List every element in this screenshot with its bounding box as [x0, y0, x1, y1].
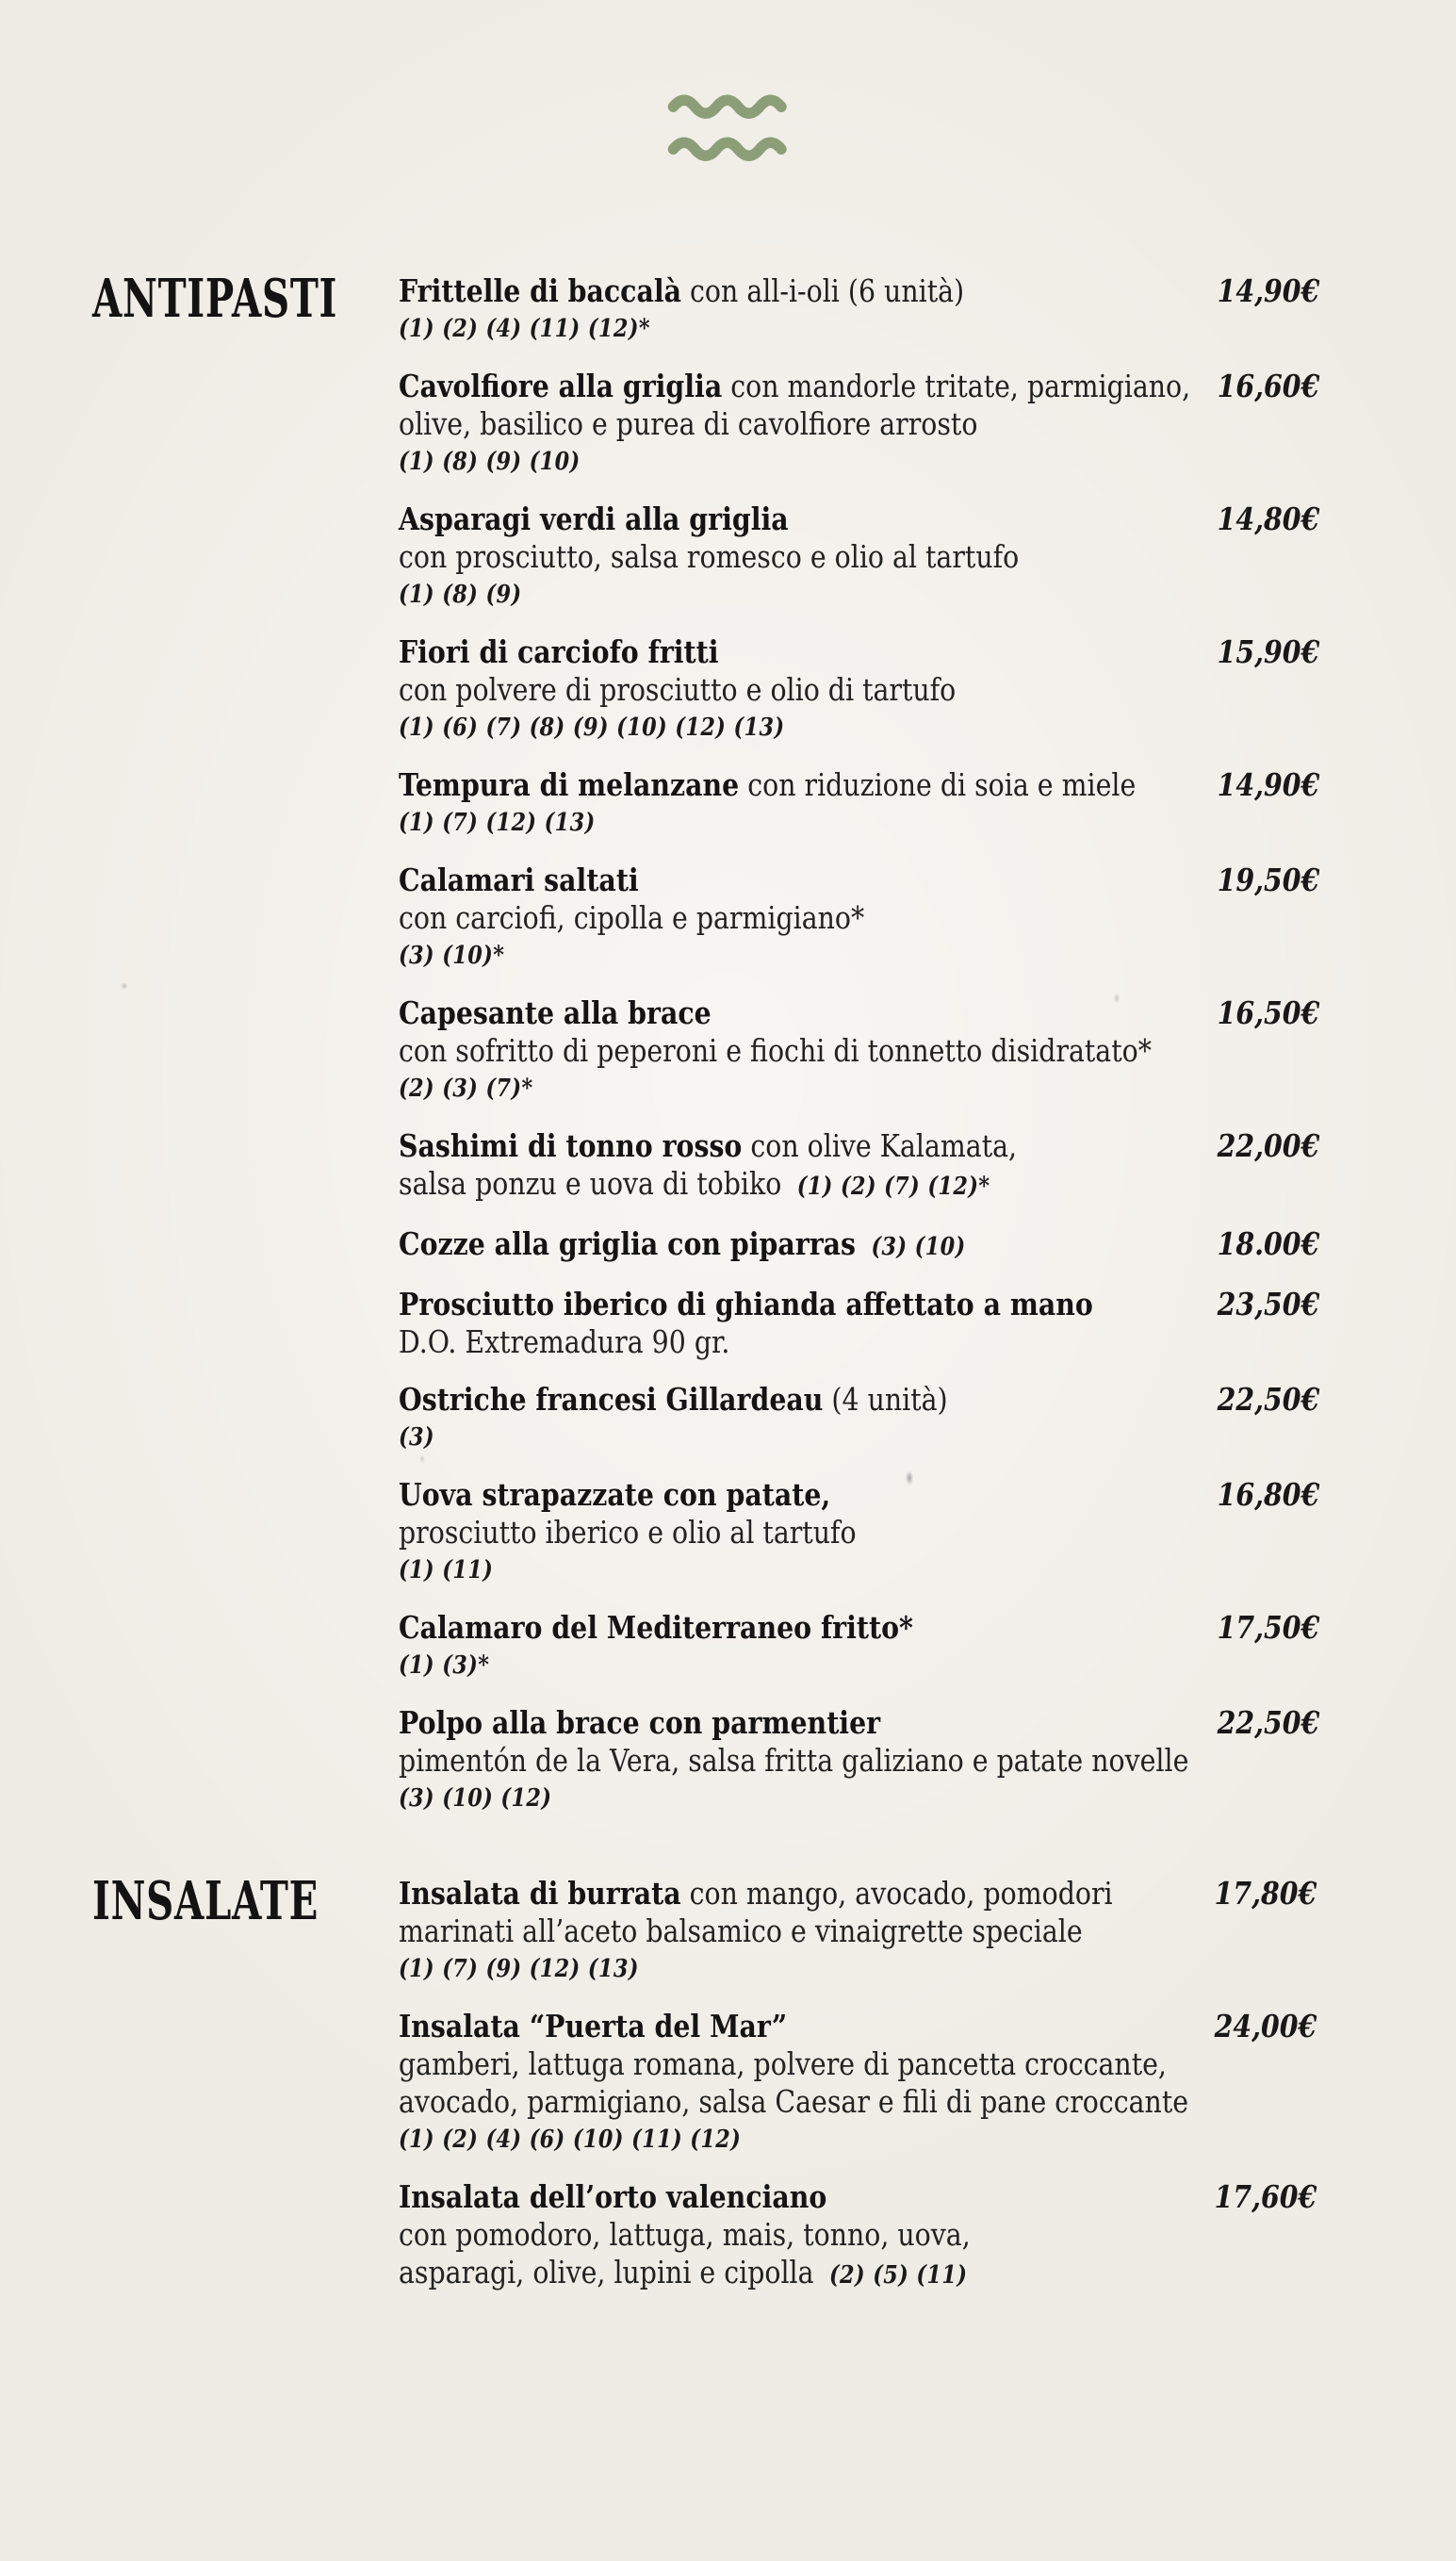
- item-allergens: (1) (8) (9) (10): [399, 448, 581, 476]
- item-price: 14,90€: [1217, 766, 1319, 803]
- item-text: [399, 2008, 1188, 2159]
- item-price: 24,00€: [1214, 2008, 1317, 2044]
- section-label: INSALATE: [92, 1870, 319, 1932]
- item-desc: [399, 1514, 1190, 1551]
- menu-item: [399, 994, 1319, 1108]
- item-title-bold: Capesante alla brace: [399, 994, 712, 1031]
- wave-icon: [655, 92, 802, 119]
- wave-icon: [655, 135, 802, 161]
- item-title-line: [399, 1127, 1190, 1165]
- item-desc: [399, 899, 1190, 937]
- item-price: 22,00€: [1217, 1127, 1319, 1164]
- item-text: [399, 501, 1190, 614]
- item-desc-line: olive, basilico e purea di cavolfiore arrosto: [399, 405, 978, 442]
- item-allergens: (1) (7) (12) (13): [399, 809, 596, 837]
- menu-item: [399, 1286, 1319, 1361]
- menu-item: [399, 272, 1319, 348]
- menu-section: [92, 1870, 1317, 2314]
- item-text: [399, 1286, 1190, 1361]
- item-title-bold: Calamari saltati: [399, 862, 639, 898]
- item-desc-allergens: (1) (2) (7) (12)*: [781, 1173, 990, 1201]
- item-title-line: [399, 2008, 1188, 2045]
- item-desc-line: pimentón de la Vera, salsa fritta galiziano e patate novelle: [399, 1742, 1189, 1779]
- item-allergens: (1) (2) (4) (6) (10) (11) (12): [399, 2126, 742, 2154]
- item-desc: [399, 405, 1190, 443]
- section-label: ANTIPASTI: [92, 268, 338, 330]
- item-title-line: [399, 1609, 1190, 1647]
- item-desc-line: asparagi, olive, lupini e cipolla (2) (5) (11): [399, 2254, 968, 2290]
- item-text: [399, 862, 1190, 975]
- item-title-line: [399, 368, 1190, 405]
- item-title-bold: Tempura di melanzane: [399, 766, 740, 803]
- section-items: [399, 1875, 1317, 2314]
- section-items: [399, 272, 1319, 1837]
- item-title-bold: Uova strapazzate con patate,: [399, 1476, 831, 1513]
- item-title-line: [399, 994, 1190, 1032]
- item-price: 17,60€: [1214, 2178, 1317, 2215]
- item-title-bold: Polpo alla brace con parmentier: [399, 1704, 881, 1741]
- item-price: 16,50€: [1217, 994, 1319, 1031]
- item-allergens: (1) (7) (9) (12) (13): [399, 1955, 639, 1983]
- item-allergens: (1) (8) (9): [399, 581, 522, 609]
- item-title-bold: Fiori di carciofo fritti: [399, 633, 719, 670]
- item-title-allergens: (3) (10): [856, 1233, 966, 1261]
- item-text: [399, 1704, 1190, 1817]
- item-allergens: (3): [399, 1423, 435, 1452]
- item-price: 22,50€: [1217, 1704, 1319, 1741]
- wave-decoration: [0, 0, 1456, 161]
- item-title-rest: con all-i-oli (6 unità): [681, 272, 965, 309]
- item-allergens: (1) (2) (4) (11) (12)*: [399, 315, 651, 343]
- item-allergens: (1) (3)*: [399, 1651, 490, 1680]
- item-title-bold: Calamaro del Mediterraneo fritto*: [399, 1609, 913, 1646]
- item-desc: [399, 1165, 1190, 1206]
- item-desc-line: con sofritto di peperoni e fiochi di tonnetto disidratato*: [399, 1032, 1152, 1069]
- menu-item: [399, 1875, 1317, 1988]
- menu-item: [399, 766, 1319, 842]
- item-desc: [399, 538, 1190, 576]
- item-text: [399, 633, 1190, 747]
- item-title-line: [399, 862, 1190, 899]
- item-title-bold: Ostriche francesi Gillardeau: [399, 1381, 824, 1418]
- menu-sections: [92, 268, 1319, 2314]
- item-title-line: [399, 1875, 1188, 1913]
- item-title-bold: Frittelle di baccalà: [399, 272, 682, 309]
- menu-item: [399, 1381, 1319, 1456]
- item-desc: [399, 1742, 1190, 1780]
- item-text: [399, 994, 1190, 1108]
- item-desc-line: prosciutto iberico e olio al tartufo: [399, 1514, 857, 1551]
- menu-item: [399, 1127, 1319, 1206]
- item-desc: [399, 2216, 1188, 2294]
- item-title-rest: (4 unità): [823, 1381, 948, 1418]
- item-text: [399, 1609, 1190, 1684]
- item-title-line: [399, 501, 1190, 538]
- item-title-rest: con olive Kalamata,: [742, 1127, 1018, 1164]
- menu-item: [399, 2008, 1317, 2159]
- menu-item: [399, 1704, 1319, 1817]
- item-title-line: [399, 1225, 1190, 1266]
- item-title-rest: con riduzione di soia e miele: [739, 766, 1137, 803]
- item-title-rest: con mandorle tritate, parmigiano,: [722, 368, 1191, 404]
- item-title-line: [399, 633, 1190, 671]
- item-title-line: [399, 1704, 1190, 1742]
- item-title-bold: Cozze alla griglia con piparras: [399, 1225, 857, 1262]
- item-title-line: [399, 1476, 1190, 1514]
- item-allergens: (2) (3) (7)*: [399, 1075, 533, 1103]
- item-price: 16,80€: [1217, 1476, 1319, 1513]
- item-price: 23,50€: [1217, 1286, 1319, 1322]
- item-desc-line: con polvere di prosciutto e olio di tartufo: [399, 671, 957, 708]
- item-title-bold: Cavolfiore alla griglia: [399, 368, 723, 404]
- item-desc: [399, 1032, 1190, 1070]
- item-desc: [399, 1913, 1188, 1950]
- item-desc: [399, 1323, 1190, 1361]
- menu-item: [399, 633, 1319, 747]
- item-price: 14,90€: [1217, 272, 1319, 309]
- menu-item: [399, 501, 1319, 614]
- item-price: 19,50€: [1217, 862, 1319, 898]
- item-price: 17,50€: [1217, 1609, 1319, 1646]
- menu-item: [399, 1225, 1319, 1266]
- item-price: 16,60€: [1217, 368, 1319, 404]
- item-text: [399, 1127, 1190, 1206]
- item-desc: [399, 2045, 1188, 2121]
- item-title-line: [399, 766, 1190, 804]
- item-desc-line: con carciofi, cipolla e parmigiano*: [399, 899, 865, 936]
- item-allergens: (3) (10)*: [399, 942, 505, 970]
- item-title-bold: Prosciutto iberico di ghianda affettato a mano: [399, 1286, 1093, 1322]
- item-allergens: (3) (10) (12): [399, 1784, 552, 1813]
- menu-item: [399, 2178, 1317, 2294]
- menu-item: [399, 862, 1319, 975]
- menu-item: [399, 1476, 1319, 1589]
- item-price: 17,80€: [1214, 1875, 1317, 1912]
- item-text: [399, 2178, 1188, 2294]
- item-desc-allergens: (2) (5) (11): [813, 2261, 968, 2290]
- item-desc-line: con pomodoro, lattuga, mais, tonno, uova,: [399, 2216, 971, 2253]
- item-allergens: (1) (6) (7) (8) (9) (10) (12) (13): [399, 714, 785, 742]
- item-desc-line: con prosciutto, salsa romesco e olio al tartufo: [399, 538, 1020, 575]
- item-title-bold: Asparagi verdi alla griglia: [399, 501, 789, 537]
- item-title-line: [399, 2178, 1188, 2216]
- item-desc-line: gamberi, lattuga romana, polvere di pancetta croccante,: [399, 2045, 1167, 2082]
- item-title-rest: con mango, avocado, pomodori: [680, 1875, 1113, 1912]
- item-title-bold: Insalata dell’orto valenciano: [399, 2178, 827, 2215]
- item-text: [399, 1225, 1190, 1266]
- item-text: [399, 1476, 1190, 1589]
- item-title-line: [399, 272, 1190, 310]
- item-desc: [399, 671, 1190, 709]
- item-allergens: (1) (11): [399, 1556, 494, 1584]
- item-price: 22,50€: [1217, 1381, 1319, 1418]
- item-price: 15,90€: [1217, 633, 1319, 670]
- item-price: 14,80€: [1217, 501, 1319, 537]
- item-title-line: [399, 1381, 1190, 1419]
- item-text: [399, 1875, 1188, 1988]
- item-price: 18.00€: [1217, 1225, 1319, 1262]
- item-text: [399, 1381, 1190, 1456]
- item-title-bold: Insalata “Puerta del Mar”: [399, 2008, 788, 2044]
- item-text: [399, 368, 1190, 481]
- item-title-line: [399, 1286, 1190, 1323]
- item-text: [399, 766, 1190, 842]
- menu-item: [399, 1609, 1319, 1684]
- item-title-bold: Sashimi di tonno rosso: [399, 1127, 743, 1164]
- menu-item: [399, 368, 1319, 481]
- item-title-bold: Insalata di burrata: [399, 1875, 681, 1912]
- item-desc-line: avocado, parmigiano, salsa Caesar e fili di pane croccante: [399, 2083, 1189, 2120]
- item-text: [399, 272, 1190, 348]
- item-desc-line: D.O. Extremadura 90 gr.: [399, 1323, 730, 1360]
- item-desc-line: marinati all’aceto balsamico e vinaigrette speciale: [399, 1913, 1083, 1949]
- item-desc-line: salsa ponzu e uova di tobiko (1) (2) (7) (12)*: [399, 1165, 990, 1202]
- menu-section: [92, 268, 1319, 1837]
